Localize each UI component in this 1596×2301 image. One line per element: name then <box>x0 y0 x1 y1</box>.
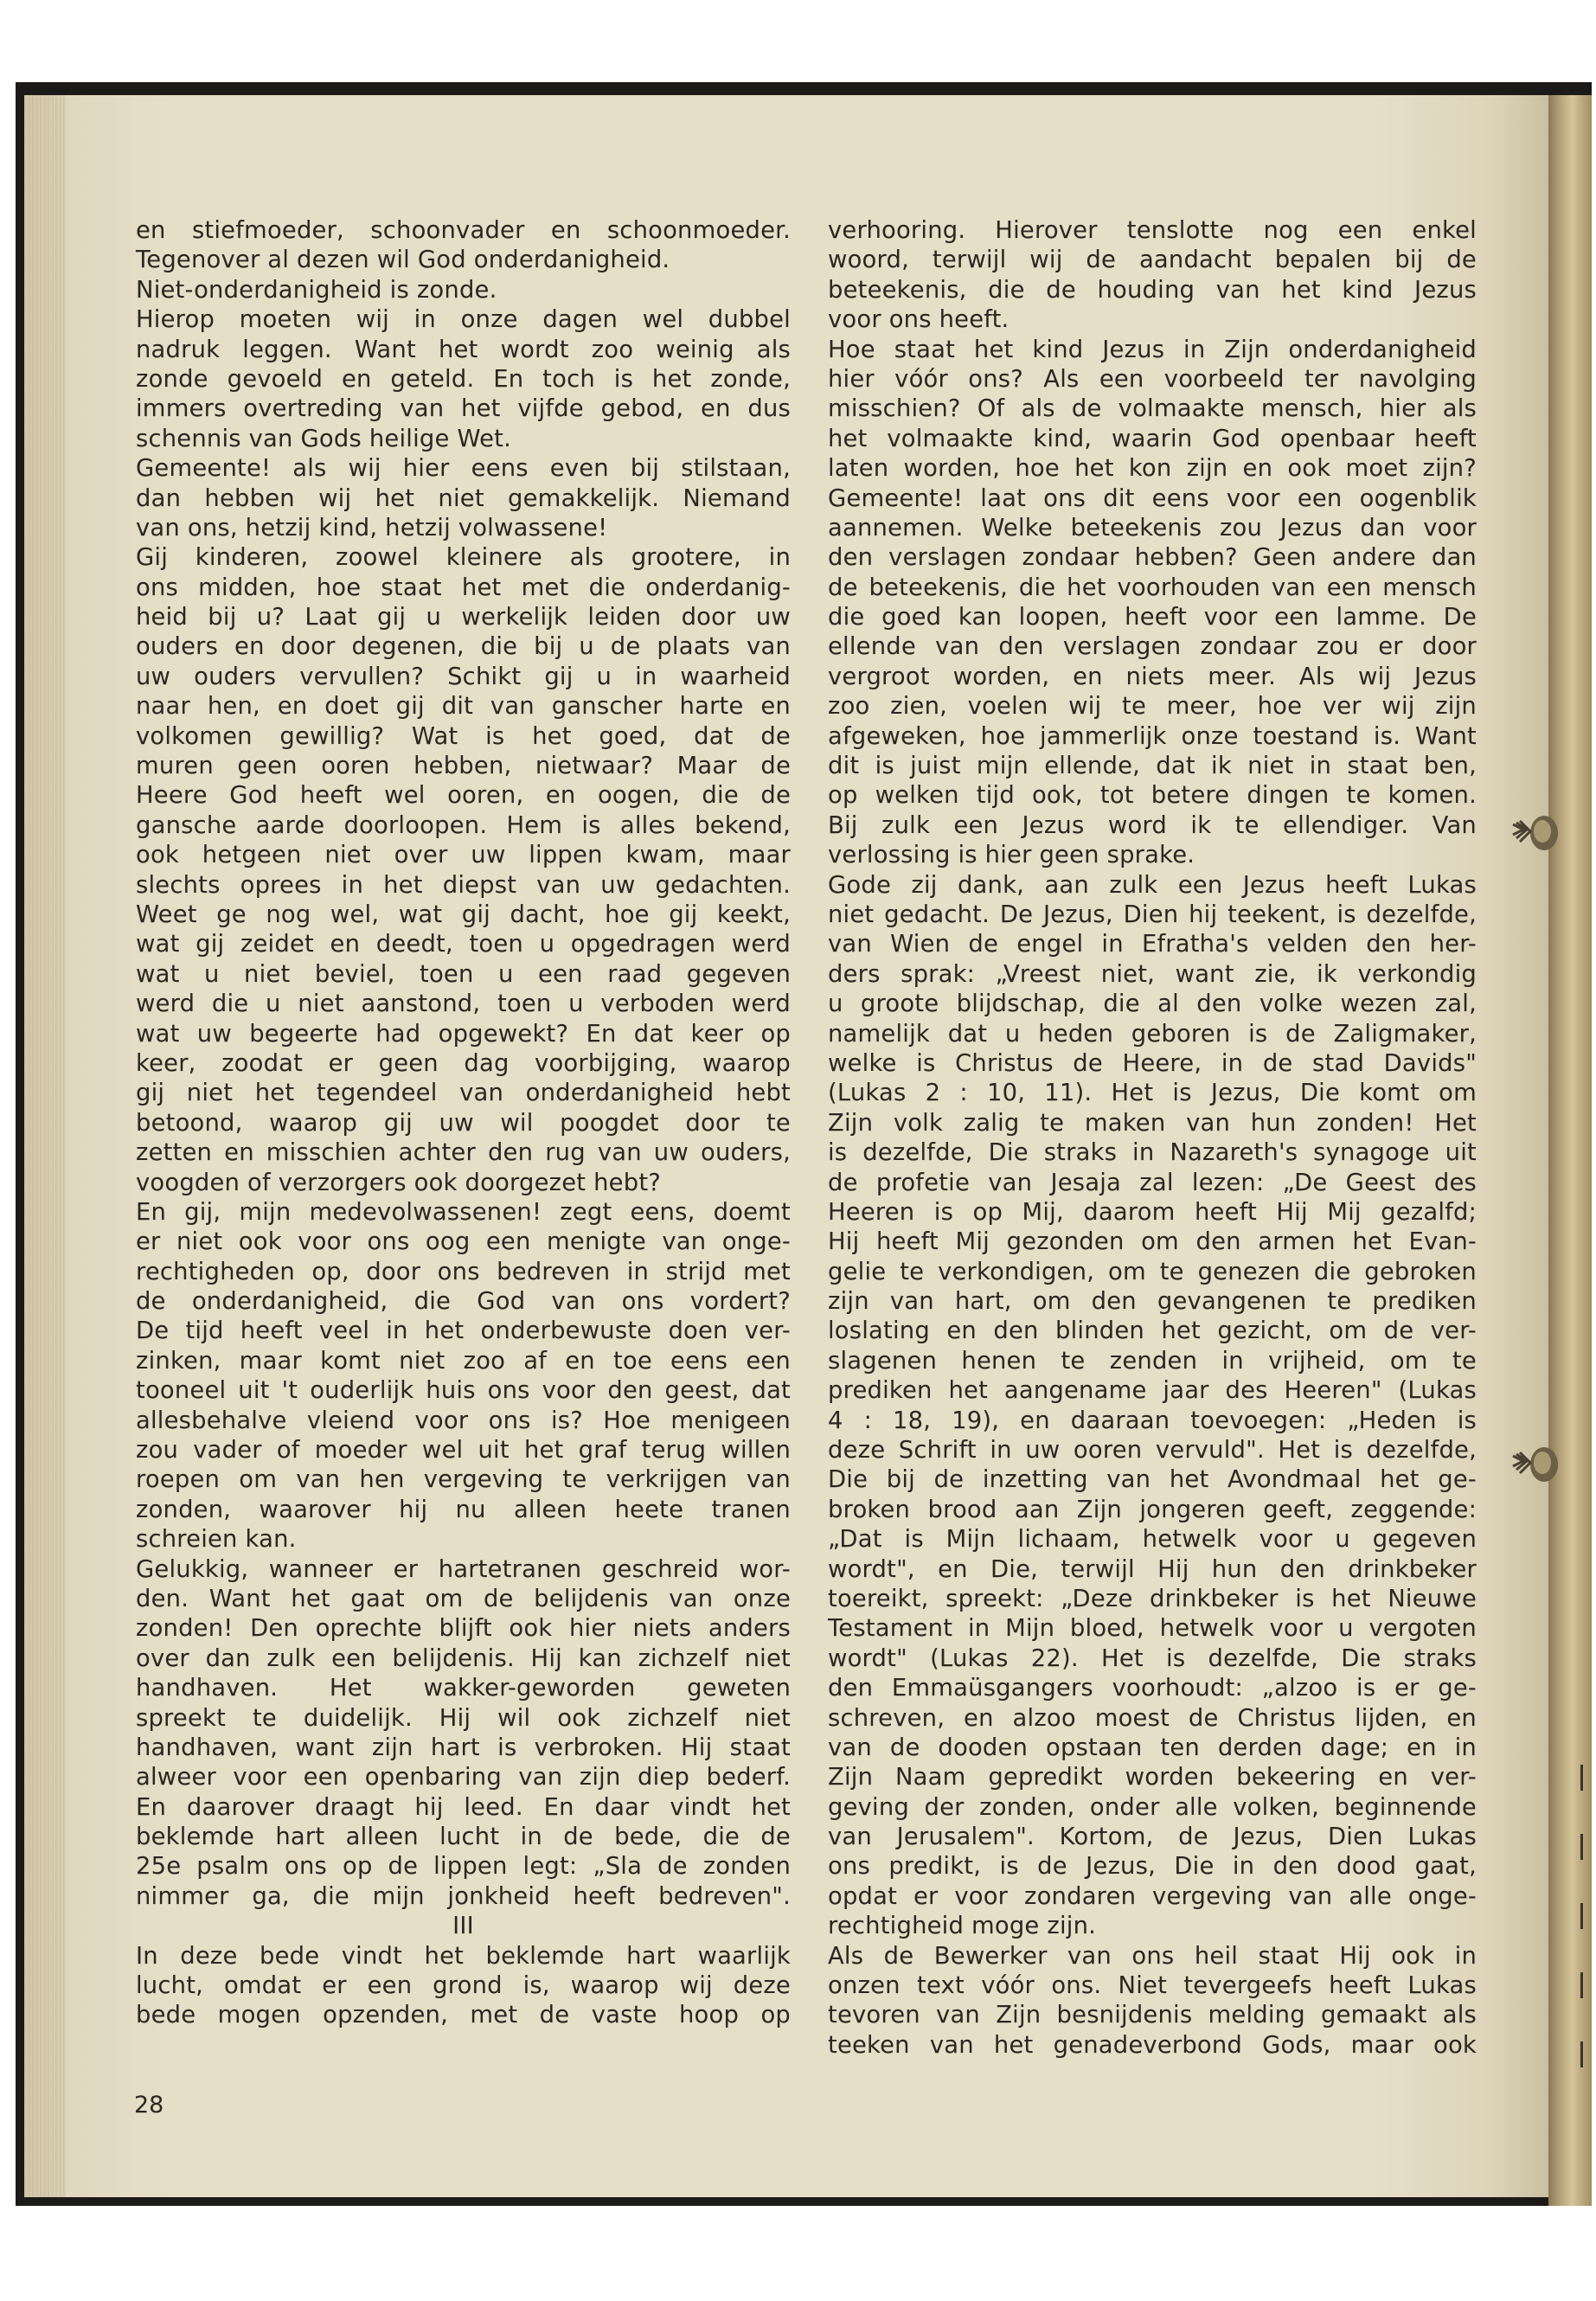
text-line: de onderdanigheid, die God van ons vordert? <box>136 1288 791 1316</box>
text-line: slagenen henen te zenden in vrijheid, om te <box>828 1347 1477 1375</box>
text-line: Weet ge nog wel, wat gij dacht, hoe gij keekt, <box>136 901 791 928</box>
text-line: En gij, mijn medevolwassenen! zegt eens, doemt <box>136 1198 791 1226</box>
text-line: wordt", en Die, terwijl Hij hun den drinkbeker <box>828 1555 1477 1583</box>
text-line: In deze bede vindt het beklemde hart waarlijk <box>136 1942 791 1970</box>
text-line: van Wien de engel in Efratha's velden den her- <box>828 931 1477 958</box>
text-line: 25e psalm ons op de lippen legt: „Sla de zonden <box>136 1853 791 1881</box>
text-line: den Emmaüsgangers voorhoudt: „alzoo is er ge- <box>828 1675 1477 1702</box>
text-line: toereikt, spreekt: „Deze drinkbeker is het Nieuwe <box>828 1585 1477 1612</box>
text-line: handhaven. Het wakker-geworden geweten <box>136 1675 791 1702</box>
text-line: schennis van Gods heilige Wet. <box>136 425 512 452</box>
text-line: loslating en den blinden het gezicht, om de ver- <box>828 1317 1477 1345</box>
text-line: beteekenis, die de houding van het kind Jezus <box>828 276 1477 304</box>
text-line: zonde gevoeld en geteld. En toch is het zonde, <box>136 365 791 393</box>
text-line: schreven, en alzoo moest de Christus lijden, en <box>828 1704 1477 1732</box>
text-line: Gemeente! laat ons dit eens voor een oogenblik <box>828 484 1477 512</box>
metal-clasp-icon <box>1509 1440 1560 1489</box>
text-line: handhaven, want zijn hart is verbroken. Hij staat <box>136 1734 791 1761</box>
text-line: wat gij zeidet en deedt, toen u opgedragen werd <box>136 931 791 958</box>
text-column-right <box>828 216 1477 2061</box>
text-line: tooneel uit 't ouderlijk huis ons voor den geest, dat <box>136 1377 791 1405</box>
text-line: voor ons heeft. <box>828 306 1010 334</box>
text-line: misschien? Of als de volmaakte mensch, hier als <box>828 395 1477 423</box>
text-line: slechts oprees in het diepst van uw gedachten. <box>136 871 791 899</box>
text-line: zonden! Den oprechte blijft ook hier niets anders <box>136 1615 791 1643</box>
text-line: Gode zij dank, aan zulk een Jezus heeft Lukas <box>828 871 1477 899</box>
text-line: nimmer ga, die mijn jonkheid heeft bedreven". <box>136 1882 791 1910</box>
text-line: Hij heeft Mij gezonden om den armen het Evan- <box>828 1228 1477 1256</box>
text-line: zoo zien, voelen wij te meer, hoe ver wij zijn <box>828 693 1477 721</box>
text-line: zonden, waarover hij nu alleen heete tranen <box>136 1496 791 1523</box>
text-line: ons predikt, is de Jezus, Die in den dood gaat, <box>828 1853 1477 1881</box>
text-line: muren geen ooren hebben, nietwaar? Maar de <box>136 753 791 780</box>
text-line: naar hen, en doet gij dit van ganscher harte en <box>136 693 791 721</box>
text-line: Gemeente! als wij hier eens even bij stilstaan, <box>136 455 791 483</box>
text-line: den verslagen zondaar hebben? Geen andere dan <box>828 544 1477 572</box>
text-line: Bij zulk een Jezus word ik te ellendiger. Van <box>828 811 1477 839</box>
text-line: (Lukas 2 : 10, 11). Het is Jezus, Die komt om <box>828 1080 1477 1107</box>
text-line: verlossing is hier geen sprake. <box>828 842 1195 869</box>
text-line: opdat er voor zondaren vergeving van alle onge- <box>828 1882 1477 1910</box>
text-line: wat uw begeerte had opgewekt? En dat keer op <box>136 1020 791 1048</box>
text-line: bede mogen opzenden, met de vaste hoop op <box>136 2002 791 2029</box>
text-line: zijn van hart, om den gevangenen te prediken <box>828 1288 1477 1316</box>
text-line: is dezelfde, Die straks in Nazareth's synagoge uit <box>828 1139 1477 1167</box>
text-line: En daarover draagt hij leed. En daar vindt het <box>136 1793 791 1821</box>
text-line: schreien kan. <box>136 1526 297 1554</box>
text-line: van ons, hetzij kind, hetzij volwassene! <box>136 514 608 542</box>
text-line: namelijk dat u heden geboren is de Zaligmaker, <box>828 1020 1477 1048</box>
page-edge-shading <box>24 95 66 2197</box>
text-line: immers overtreding van het vijfde gebod, en dus <box>136 395 791 423</box>
text-line: onzen text vóór ons. Niet tevergeefs heeft Lukas <box>828 1972 1477 2000</box>
text-line: hier vóór ons? Als een voorbeeld ter navolging <box>828 365 1477 393</box>
text-line: Gelukkig, wanneer er hartetranen geschreid wor- <box>136 1555 791 1583</box>
text-line: spreekt te duidelijk. Hij wil ook zichzelf niet <box>136 1704 791 1732</box>
text-line: tevoren van Zijn besnijdenis melding gemaakt als <box>828 2002 1477 2029</box>
text-line: allesbehalve vleiend voor ons is? Hoe menigeen <box>136 1407 791 1434</box>
text-line: prediken het aangename jaar des Heeren" (Lukas <box>828 1377 1477 1405</box>
text-line: woord, terwijl wij de aandacht bepalen bij de <box>828 247 1477 274</box>
text-line: en stiefmoeder, schoonvader en schoonmoeder. <box>136 217 791 244</box>
text-line: van de dooden opstaan ten derden dage; en in <box>828 1734 1477 1761</box>
text-line: Niet-onderdanigheid is zonde. <box>136 276 497 304</box>
text-line: dit is juist mijn ellende, dat ik niet in staat ben, <box>828 753 1477 780</box>
text-line: wordt" (Lukas 22). Het is dezelfde, Die straks <box>828 1644 1477 1672</box>
text-line: die goed kan loopen, heeft voor een lamme. De <box>828 604 1477 631</box>
text-line: Hierop moeten wij in onze dagen wel dubbel <box>136 306 791 334</box>
text-line: Hoe staat het kind Jezus in Zijn onderdanigheid <box>828 336 1477 363</box>
text-line: het volmaakte kind, waarin God openbaar heeft <box>828 425 1477 452</box>
text-line: Zijn volk zalig te maken van hun zonden! Het <box>828 1109 1477 1137</box>
text-line: Zijn Naam gepredikt worden bekeering en ver- <box>828 1764 1477 1791</box>
text-line: de beteekenis, die het voorhouden van een mensch <box>828 574 1477 601</box>
text-line: nadruk leggen. Want het wordt zoo weinig als <box>136 336 791 363</box>
text-line: keer, zoodat er geen dag voorbijging, waarop <box>136 1049 791 1077</box>
text-line: volkomen gewillig? Wat is het goed, dat de <box>136 722 791 750</box>
text-line: rechtigheid moge zijn. <box>828 1913 1097 1940</box>
text-line: ders sprak: „Vreest niet, want zie, ik verkondig <box>828 960 1477 988</box>
text-line: roepen om van hen vergeving te verkrijgen van <box>136 1466 791 1494</box>
text-line: vergroot worden, en niets meer. Als wij Jezus <box>828 663 1477 690</box>
text-line: Testament in Mijn bloed, hetwelk voor u vergoten <box>828 1615 1477 1643</box>
text-line: verhooring. Hierover tenslotte nog een enkel <box>828 217 1477 244</box>
text-line: geving der zonden, onder alle volken, beginnende <box>828 1793 1477 1821</box>
text-line: broken brood aan Zijn jongeren geeft, zeggende: <box>828 1496 1477 1523</box>
text-line: gelie te verkondigen, om te genezen die gebroken <box>828 1258 1477 1285</box>
text-line: ellende van den verslagen zondaar zou er door <box>828 633 1477 661</box>
page-number: 28 <box>134 2092 164 2118</box>
page-edge-marks <box>1576 1765 1588 2111</box>
text-line: van Jerusalem". Kortom, de Jezus, Dien Lukas <box>828 1823 1477 1851</box>
text-line: zou vader of moeder wel uit het graf terug willen <box>136 1437 791 1465</box>
text-line: Heere God heeft wel ooren, en oogen, die de <box>136 782 791 810</box>
text-line: gij niet het tegendeel van onderdanigheid hebt <box>136 1080 791 1107</box>
text-line: ouders en door degenen, die bij u de plaats van <box>136 633 791 661</box>
text-line: voogden of verzorgers ook doorgezet hebt? <box>136 1169 661 1196</box>
text-line: betoond, waarop gij uw wil poogdet door te <box>136 1109 791 1137</box>
text-line: op welken tijd ook, tot betere dingen te komen. <box>828 782 1477 810</box>
text-line: aannemen. Welke beteekenis zou Jezus dan voor <box>828 514 1477 542</box>
text-line: niet gedacht. De Jezus, Dien hij teekent, is dezelfde, <box>828 901 1477 928</box>
text-line: ons midden, hoe staat het met die onderdanig- <box>136 574 791 601</box>
text-line: wat u niet beviel, toen u een raad gegeven <box>136 960 791 988</box>
text-line: uw ouders vervullen? Schikt gij u in waarheid <box>136 663 791 690</box>
text-line: heid bij u? Laat gij u werkelijk leiden door uw <box>136 604 791 631</box>
text-column-left <box>136 216 791 2031</box>
text-line: werd die u niet aanstond, toen u verboden werd <box>136 990 791 1018</box>
text-line: beklemde hart alleen lucht in de bede, die de <box>136 1823 791 1851</box>
text-line: dan hebben wij het niet gemakkelijk. Niemand <box>136 484 791 512</box>
text-line: Tegenover al dezen wil God onderdanigheid. <box>136 247 670 274</box>
text-line: De tijd heeft veel in het onderbewuste doen ver- <box>136 1317 791 1345</box>
text-line: over dan zulk een belijdenis. Hij kan zichzelf niet <box>136 1644 791 1672</box>
text-line: de profetie van Jesaja zal lezen: „De Geest des <box>828 1169 1477 1196</box>
text-line: den. Want het gaat om de belijdenis van onze <box>136 1585 791 1612</box>
text-line: ook hetgeen niet over uw lippen kwam, maar <box>136 842 791 869</box>
text-line: Heeren is op Mij, daarom heeft Hij Mij gezalfd; <box>828 1198 1477 1226</box>
text-line: lucht, omdat er een grond is, waarop wij deze <box>136 1972 791 2000</box>
text-line: deze Schrift in uw ooren vervuld". Het is dezelfde, <box>828 1437 1477 1465</box>
text-line: Gij kinderen, zoowel kleinere als grootere, in <box>136 544 791 572</box>
text-line: Als de Bewerker van ons heil staat Hij ook in <box>828 1942 1477 1970</box>
text-line: rechtigheden op, door ons bedreven in strijd met <box>136 1258 791 1285</box>
metal-clasp-icon <box>1509 809 1560 857</box>
text-line: „Dat is Mijn lichaam, hetwelk voor u gegeven <box>828 1526 1477 1554</box>
text-line: alweer voor een openbaring van zijn diep bederf. <box>136 1764 791 1791</box>
text-line: zetten en misschien achter den rug van uw ouders, <box>136 1139 791 1167</box>
text-line: gansche aarde doorloopen. Hem is alles bekend, <box>136 811 791 839</box>
text-line: zinken, maar komt niet zoo af en toe eens een <box>136 1347 791 1375</box>
text-line: u groote blijdschap, die al den volke wezen zal, <box>828 990 1477 1018</box>
text-line: III <box>452 1913 474 1940</box>
text-line: er niet ook voor ons oog een menigte van onge- <box>136 1228 791 1256</box>
text-line: Die bij de inzetting van het Avondmaal het ge- <box>828 1466 1477 1494</box>
text-line: welke is Christus de Heere, in de stad Davids" <box>828 1049 1477 1077</box>
text-line: laten worden, hoe het kon zijn en ook moet zijn? <box>828 455 1477 483</box>
text-line: 4 : 18, 19), en daaraan toevoegen: „Heden is <box>828 1407 1477 1434</box>
text-line: teeken van het genadeverbond Gods, maar ook <box>828 2031 1477 2059</box>
text-line: afgeweken, hoe jammerlijk onze toestand is. Want <box>828 722 1477 750</box>
